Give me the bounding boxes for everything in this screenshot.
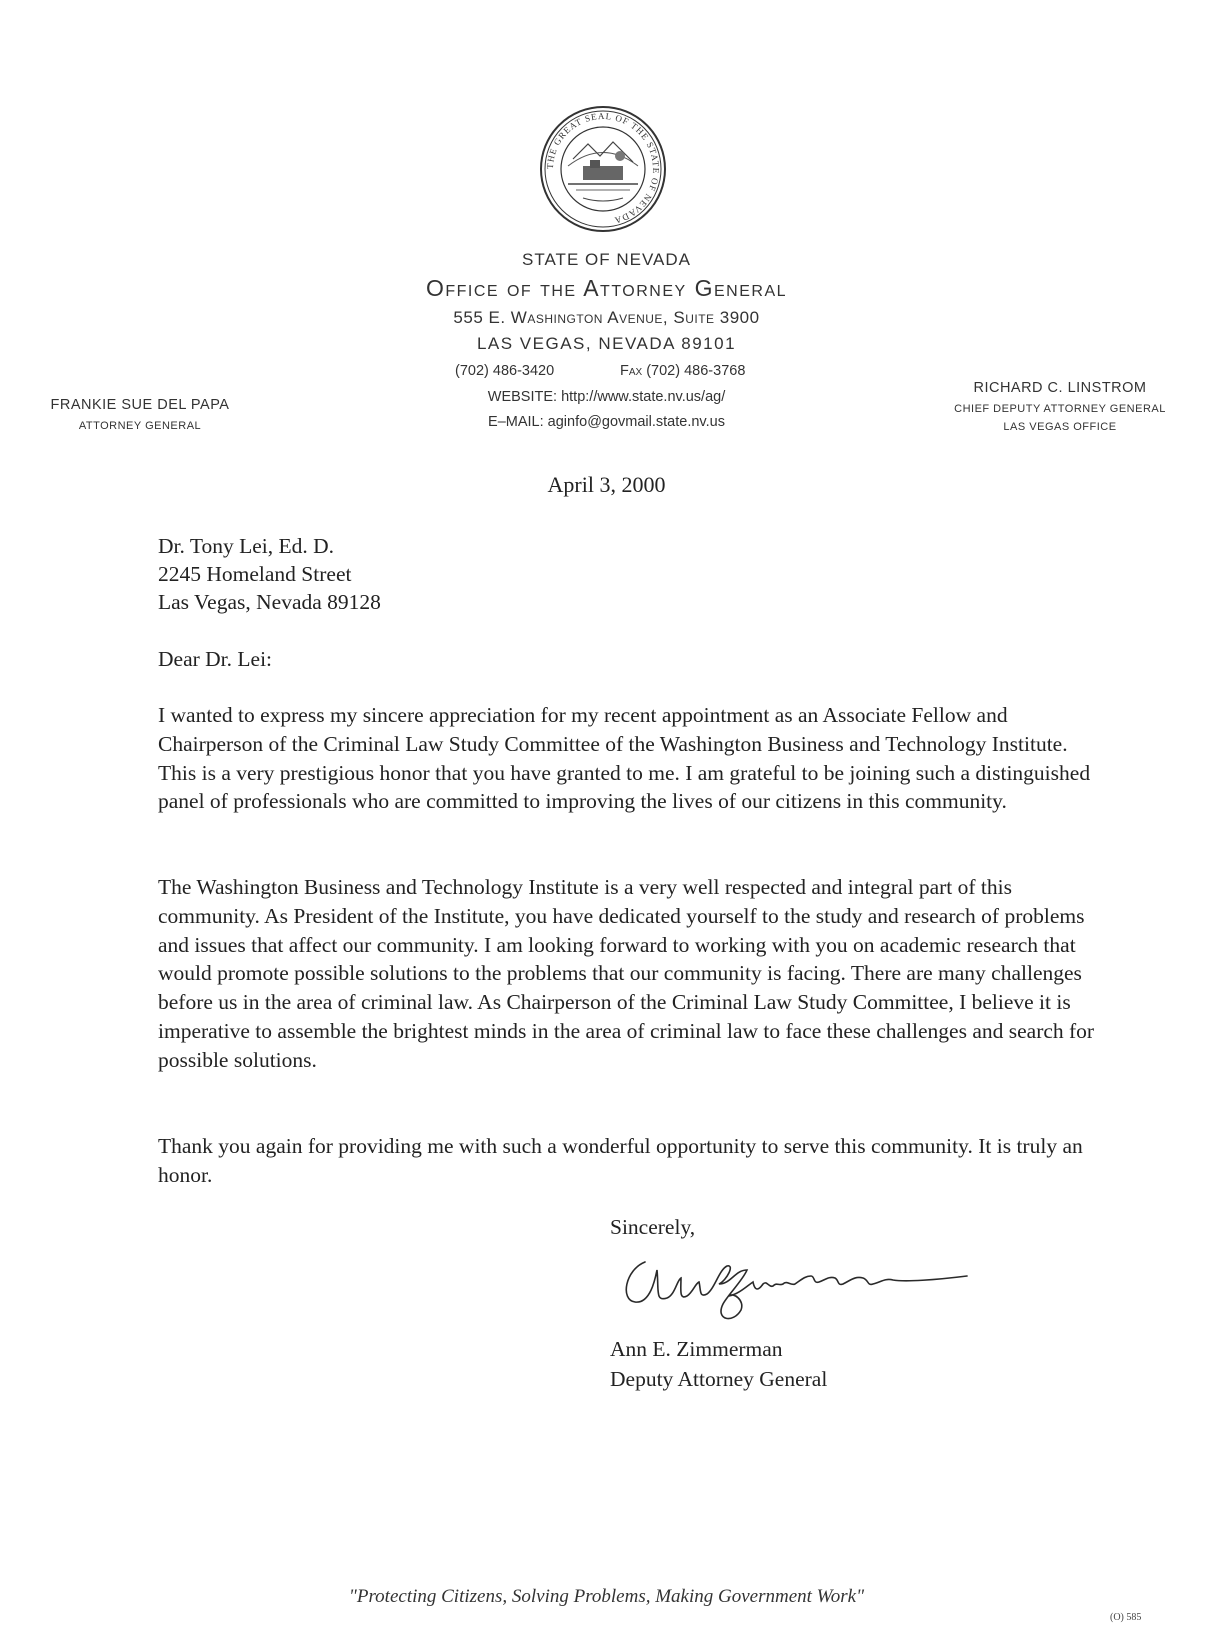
svg-text:THE GREAT SEAL OF THE STATE OF: THE GREAT SEAL OF THE STATE OF NEVADA (544, 110, 662, 226)
body-paragraph-3: Thank you again for providing me with such a wonderful opportunity to serve this community. It is truly an honor. (158, 1134, 1083, 1187)
letterhead-fax: Fax (702) 486-3768 (620, 363, 746, 379)
footer-motto: "Protecting Citizens, Solving Problems, Making Government Work" (348, 1586, 865, 1607)
body-paragraph-2: The Washington Business and Technology Institute is a very well respected and integral part of this community. As President of the Institute, you have dedicated yourself to the study and research of problems and issues that affect our community. I am looking forward to working with you on academic research that would promote possible solutions to the problems that our community is facing. There are many challenges before us in the area of criminal law. As Chairperson of the Criminal Law Study Committee, I believe it is imperative to assemble the brightest minds in the area of criminal law to face these challenges and search for possible solutions. (158, 875, 1095, 1072)
closing: Sincerely, (610, 1215, 696, 1239)
letterhead-email: E–MAIL: aginfo@govmail.state.nv.us (488, 414, 725, 430)
letter-date: April 3, 2000 (547, 472, 666, 497)
state-seal (538, 104, 668, 234)
letterhead-address-line1: 555 E. Washington Avenue, Suite 3900 (453, 308, 760, 327)
attorney-general-name: FRANKIE SUE DEL PAPA (50, 397, 230, 413)
salutation: Dear Dr. Lei: (158, 647, 273, 671)
recipient-street: 2245 Homeland Street (158, 562, 352, 586)
letterhead-office: Office of the Attorney General (425, 275, 788, 301)
letterhead-state: STATE OF NEVADA (522, 250, 691, 269)
signer-name: Ann E. Zimmerman (610, 1337, 783, 1361)
letterhead-address-line2: LAS VEGAS, NEVADA 89101 (476, 334, 737, 353)
recipient-address (158, 532, 381, 616)
attorney-general-title: ATTORNEY GENERAL (78, 420, 202, 432)
recipient-name: Dr. Tony Lei, Ed. D. (158, 534, 335, 558)
handwritten-signature (615, 1240, 1015, 1340)
chief-deputy-name: RICHARD C. LINSTROM (973, 380, 1147, 396)
body-paragraph-1: I wanted to express my sincere appreciation for my recent appointment as an Associate Fellow and Chairperson of the Criminal Law Study Committee of the Washington Business and Technology Institute. This is a very prestigious honor that you have granted to me. I am grateful to be joining such a distinguished panel of professionals who are committed to improving the lives of our citizens in this community. (158, 703, 1091, 814)
chief-deputy-title: CHIEF DEPUTY ATTORNEY GENERAL (954, 403, 1166, 415)
signer-block (610, 1334, 827, 1394)
signer-title: Deputy Attorney General (610, 1367, 828, 1391)
form-code: (O) 585 (1110, 1612, 1142, 1623)
letterhead-phone: (702) 486-3420 (455, 363, 555, 379)
chief-deputy-office: LAS VEGAS OFFICE (1003, 421, 1117, 433)
letterhead-website: WEBSITE: http://www.state.nv.us/ag/ (487, 389, 726, 405)
recipient-city: Las Vegas, Nevada 89128 (158, 590, 381, 614)
